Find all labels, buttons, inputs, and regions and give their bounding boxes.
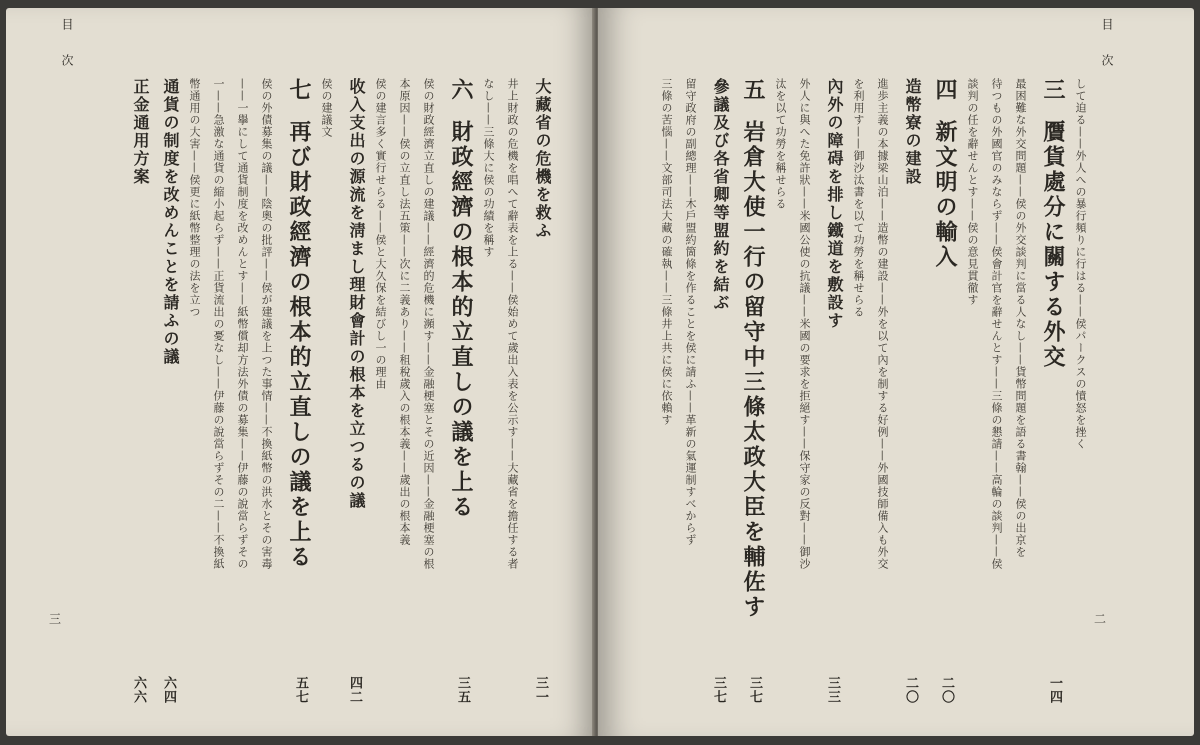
toc-section [124, 78, 148, 698]
toc-summary-line [418, 78, 436, 698]
section-title: 內外の障碍を排し鐵道を敷設す [825, 78, 844, 330]
toc-section [526, 78, 550, 698]
right-page [598, 8, 1194, 736]
toc-summary-line [316, 78, 334, 698]
page-number: 五七 [293, 676, 308, 704]
section-title: 大藏省の危機を救ふ [533, 78, 552, 240]
section-title: 收入支出の源流を淸まし理財會計の根本を立つるの議 [347, 78, 366, 510]
toc-summary-line [184, 78, 202, 698]
summary-text: 侯の財政經濟立直しの建議——經濟的危機に瀕す——金融梗塞とその近因——金融梗塞の根 [422, 78, 435, 570]
running-head: 目 次 [1100, 18, 1114, 72]
section-title: 參議及び各省卿等盟約を結ぶ [711, 78, 730, 312]
toc-summary-line [770, 78, 788, 698]
folio: 三 [48, 612, 61, 626]
section-title: 造幣寮の建設 [903, 78, 922, 186]
spacer [290, 102, 309, 120]
chapter-title: 岩倉大使一行の留守中三條太政大臣を輔佐す [740, 120, 766, 620]
toc-chapter [442, 78, 472, 698]
toc-summary-line [848, 78, 866, 698]
summary-text: 幣通用の大害——侯更に紙幣整理の法を立つ [188, 78, 201, 318]
left-page [6, 8, 596, 736]
toc-chapter [734, 78, 764, 698]
toc-summary-line [872, 78, 890, 698]
spacer [1044, 102, 1063, 120]
toc-summary-line [370, 78, 388, 698]
toc-section [340, 78, 364, 698]
summary-text: 侯の建議文 [320, 78, 333, 138]
spacer [452, 102, 471, 120]
summary-text: 井上財政の危機を唱へて辭表を上る——侯始めて歲出入表を公示す——大藏省を擔任する者 [506, 78, 519, 570]
chapter-numeral: 四 [932, 78, 958, 102]
page-number: 六四 [161, 676, 176, 704]
page-number: 四二 [347, 676, 362, 704]
toc-summary-line [794, 78, 812, 698]
spacer [936, 102, 955, 120]
page-number: 三五 [455, 676, 470, 704]
toc-summary-line [680, 78, 698, 698]
toc-summary-line [208, 78, 226, 698]
page-number: 三一 [533, 676, 548, 704]
toc-summary-line [478, 78, 496, 698]
toc-summary-line [256, 78, 274, 698]
chapter-title: 再び財政經濟の根本的立直しの議を上る [286, 120, 312, 570]
summary-text: 外人に與へた免許狀——米國公使の抗議——米國の要求を拒絕す——保守家の反對——御沙 [798, 78, 811, 570]
chapter-numeral: 六 [448, 78, 474, 102]
toc-summary-line [1070, 78, 1088, 698]
summary-text: なし——三條大に侯の功績を稱す [482, 78, 495, 258]
toc-summary-line [232, 78, 250, 698]
summary-text: 汰を以て功勞を稱せらる [774, 78, 787, 210]
chapter-numeral: 七 [286, 78, 312, 102]
toc-summary-line [1010, 78, 1028, 698]
section-title: 正金通用方案 [131, 78, 150, 186]
toc-summary-line [986, 78, 1004, 698]
summary-text: を利用す——御沙汰書を以て功勞を稱せらる [852, 78, 865, 318]
summary-text: 三條の苦惱——文部司法大藏の確執——三條井上共に侯に依賴す [660, 78, 673, 426]
page-number: 三三 [825, 676, 840, 704]
toc-summary-line [394, 78, 412, 698]
toc-section [818, 78, 842, 698]
spacer [744, 102, 763, 120]
section-title: 通貨の制度を改めんことを請ふの議 [161, 78, 180, 366]
chapter-title: 贋貨處分に關する外交 [1040, 120, 1066, 370]
summary-text: して迫る——外人への暴行頻りに行はる——侯パークスの憤怒を挫く [1074, 78, 1087, 450]
page-number: 三七 [747, 676, 762, 704]
page-number: 六六 [131, 676, 146, 704]
summary-text: 待つもの外國官のみならず——侯會計官を辭せんとす——三條の懇請——高輪の談判——侯 [990, 78, 1003, 570]
folio: 二 [1093, 612, 1106, 626]
summary-text: 侯の建言多く實行せらる——侯と大久保を結びし一の理由 [374, 78, 387, 390]
summary-text: 本原因——侯の立直し法五策——次に二義あり——租稅歲入の根本義——歲出の根本義 [398, 78, 411, 546]
toc-summary-line [656, 78, 674, 698]
summary-text: 最困難な外交問題——侯の外交談判に當る人なし——貨幣問題を語る書翰——侯の出京を [1014, 78, 1027, 558]
toc-section [704, 78, 728, 698]
summary-text: 留守政府の副總理——木戶盟約箇條を作ることを侯に請ふ——革新の氣運制すべからず [684, 78, 697, 546]
page-number: 二〇 [939, 676, 954, 704]
chapter-title: 財政經濟の根本的立直しの議を上る [448, 120, 474, 520]
toc-section [896, 78, 920, 698]
summary-text: 談判の任を辭せんとす——侯の意見貫徹す [966, 78, 979, 306]
summary-text: 一——急激な通貨の縮小起らず——正貨流出の憂なし——伊藤の說當らずその二——不換紙 [212, 78, 225, 570]
toc-chapter [280, 78, 310, 698]
toc-section [154, 78, 178, 698]
chapter-title: 新文明の輸入 [932, 120, 958, 270]
toc-chapter [926, 78, 956, 698]
page-number: 二〇 [903, 676, 918, 704]
page-number: 一四 [1047, 676, 1062, 704]
chapter-numeral: 三 [1040, 78, 1066, 102]
running-head: 目 次 [60, 18, 74, 72]
toc-summary-line [962, 78, 980, 698]
summary-text: ——一擧にして通貨制度を改めんとす——紙幣償却方法外債の募集——伊藤の說當らずその [236, 78, 249, 570]
summary-text: 侯の外債募集の議——陰奧の批評——侯が建議を上つた事情——不換紙幣の洪水とその害毒 [260, 78, 273, 570]
summary-text: 進歩主義の本據梁山泊——造幣の建設——外を以て內を制する好例——外國技師備入も外交 [876, 78, 889, 570]
toc-summary-line [502, 78, 520, 698]
chapter-numeral: 五 [740, 78, 766, 102]
page-number: 三七 [711, 676, 726, 704]
toc-chapter [1034, 78, 1064, 698]
